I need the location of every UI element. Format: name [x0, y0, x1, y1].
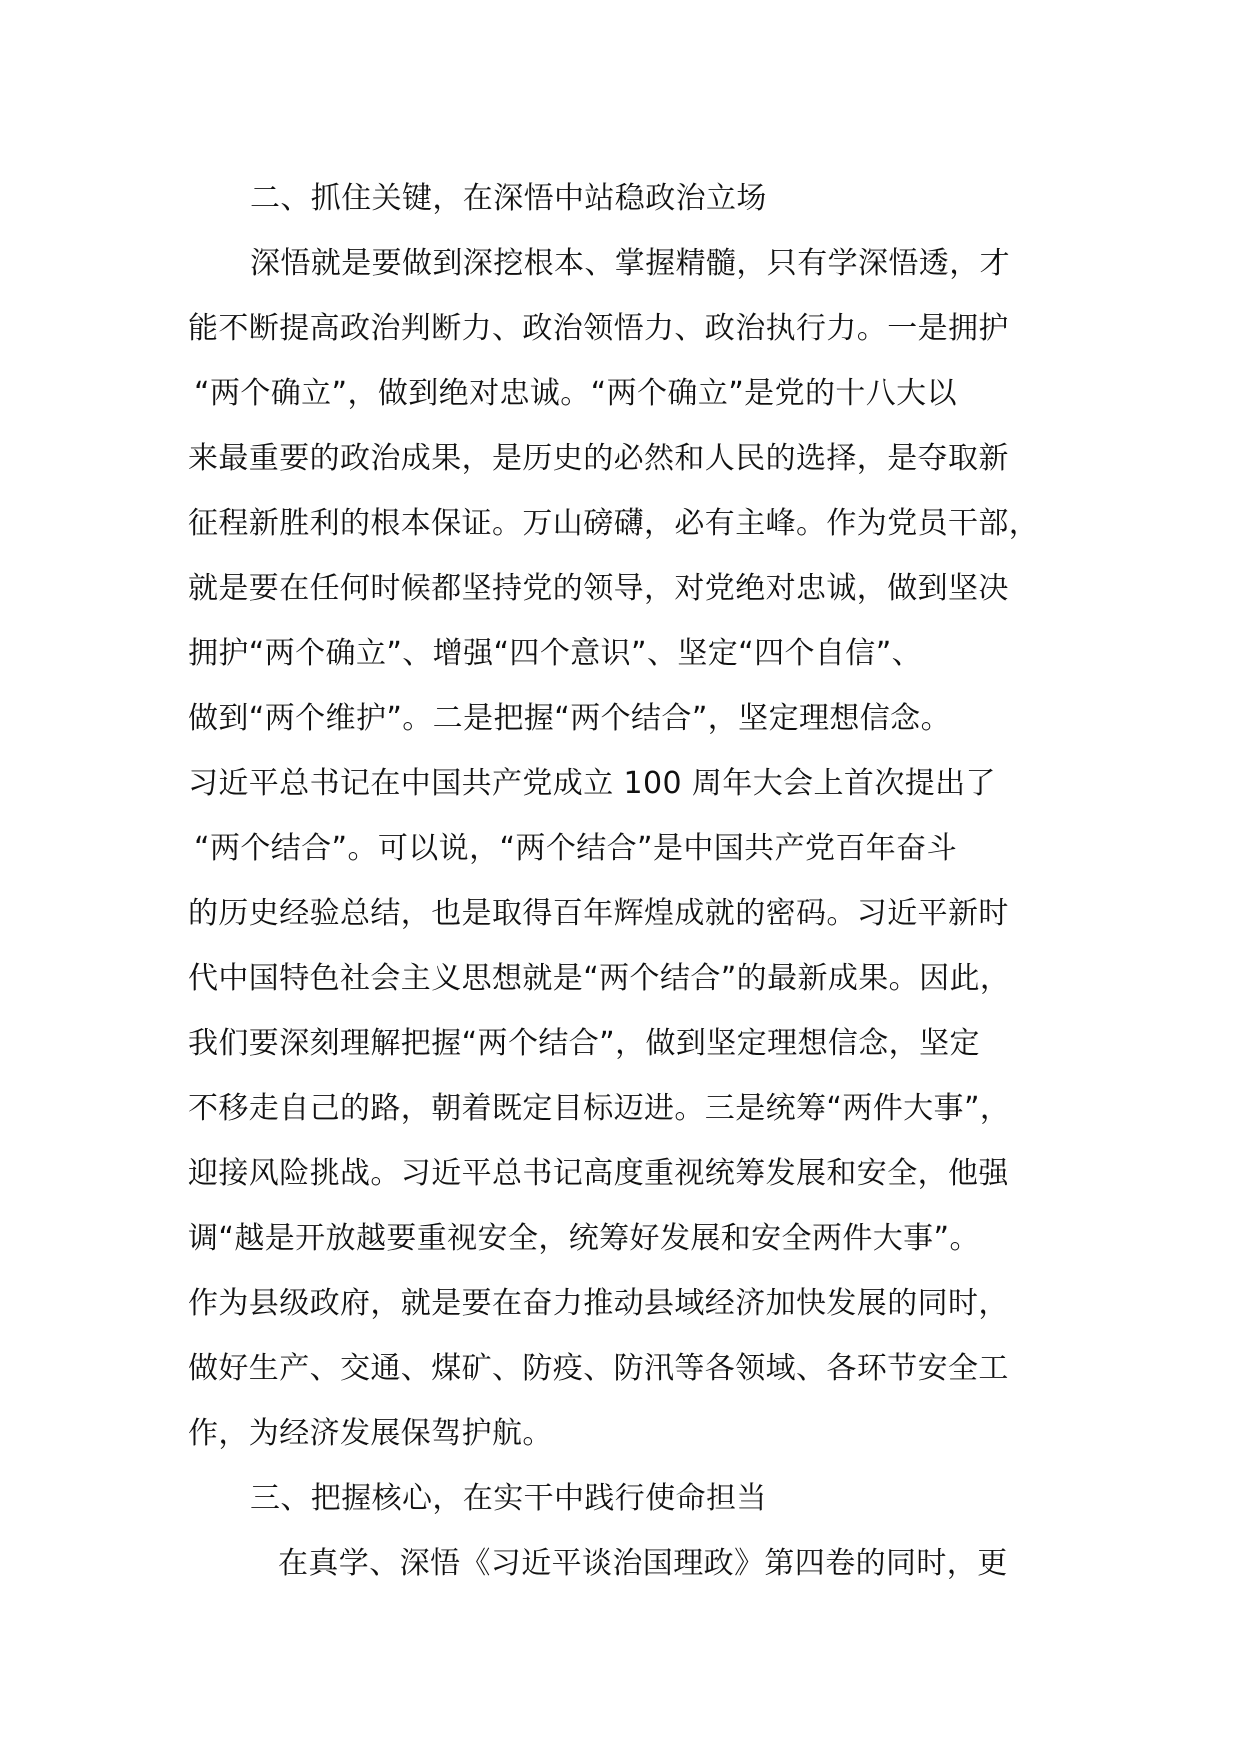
paragraph-line: 在真学、深悟《习近平谈治国理政》第四卷的同时，更 [278, 1546, 1008, 1581]
paragraph-line: 调“越是开放越要重视安全，统筹好发展和安全两件大事”。 [188, 1221, 980, 1256]
paragraph-line: “两个确立”，做到绝对忠诚。“两个确立”是党的十八大以 [194, 376, 957, 411]
paragraph-line: 作为县级政府，就是要在奋力推动县域经济加快发展的同时， [188, 1286, 1009, 1321]
paragraph-line: 我们要深刻理解把握“两个结合”，做到坚定理想信念，坚定 [188, 1026, 980, 1061]
paragraph-line: 做好生产、交通、煤矿、防疫、防汛等各领域、各环节安全工 [188, 1351, 1009, 1386]
paragraph-line: 来最重要的政治成果，是历史的必然和人民的选择，是夺取新 [188, 441, 1009, 476]
paragraph-line: 拥护“两个确立”、增强“四个意识”、坚定“四个自信”、 [188, 636, 923, 671]
paragraph-line: 的历史经验总结，也是取得百年辉煌成就的密码。习近平新时 [188, 896, 1009, 931]
paragraph-line: 代中国特色社会主义思想就是“两个结合”的最新成果。因此， [188, 961, 1011, 996]
paragraph-line: 就是要在任何时候都坚持党的领导，对党绝对忠诚，做到坚决 [188, 571, 1009, 606]
paragraph-line: 习近平总书记在中国共产党成立 100 周年大会上首次提出了 [188, 766, 996, 801]
section-heading-3: 三、把握核心，在实干中践行使命担当 [250, 1481, 767, 1516]
paragraph-line: 作，为经济发展保驾护航。 [188, 1416, 553, 1451]
paragraph-line: 征程新胜利的根本保证。万山磅礴，必有主峰。作为党员干部， [188, 506, 1040, 541]
paragraph-line: 做到“两个维护”。二是把握“两个结合”，坚定理想信念。 [188, 701, 951, 736]
document-body [188, 166, 1058, 1596]
paragraph-line: “两个结合”。可以说，“两个结合”是中国共产党百年奋斗 [194, 831, 957, 866]
paragraph-line: 不移走自己的路，朝着既定目标迈进。三是统筹“两件大事”， [188, 1091, 1011, 1126]
paragraph-line: 能不断提高政治判断力、政治领悟力、政治执行力。一是拥护 [188, 311, 1009, 346]
paragraph-line: 迎接风险挑战。习近平总书记高度重视统筹发展和安全，他强 [188, 1156, 1009, 1191]
section-heading-2: 二、抓住关键，在深悟中站稳政治立场 [250, 181, 767, 216]
paragraph-line: 深悟就是要做到深挖根本、掌握精髓，只有学深悟透，才 [250, 246, 1010, 281]
